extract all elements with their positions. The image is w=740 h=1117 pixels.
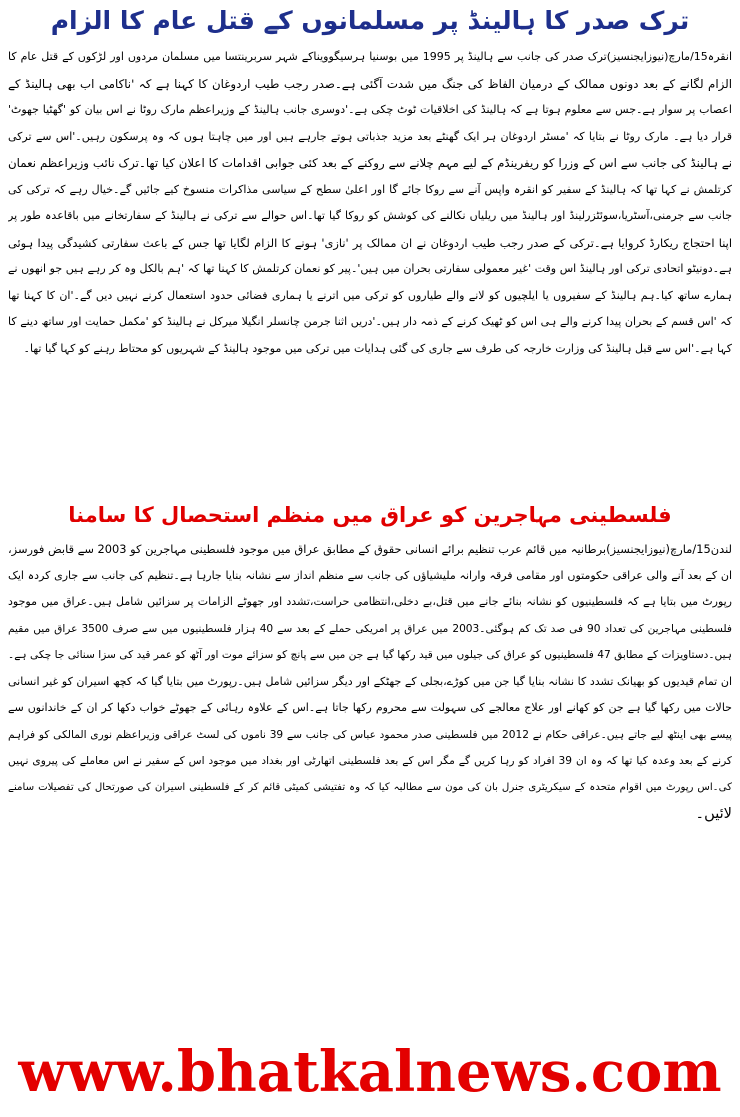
article-line: کہا ہے۔'اس سے قبل ہالینڈ کی وزارت خارجہ کی طرف سے جاری کی گئی ہدایات میں ترکی میں موجود ہالینڈ کے شہریوں کو محتاط رہنے کو کہا گیا تھا۔ — [23, 341, 732, 355]
article-line: ان تمام قیدیوں کو بھیانک تشدد کا نشانہ بنایا گیا جن میں کوڑے،بجلی کے جھٹکے اور دیگر سزائیں شامل ہیں۔رپورٹ میں بتایا گیا کہ کچھ اسیران کو غیر انسانی — [8, 674, 732, 688]
article-line: لائیں۔ — [695, 805, 732, 822]
site-url-watermark: www.bhatkalnews.com — [18, 1039, 722, 1105]
article-line: لندن15/مارچ(نیوزایجنسیز)برطانیہ میں قائم عرب تنظیم برائے انسانی حقوق کے مطابق عراق میں موجود فلسطینی مہاجرین کو 2003 سے قابض فورسز، — [8, 542, 732, 556]
article-line: کی۔اس رپورٹ میں اقوام متحدہ کے سیکریٹری جنرل بان کی مون سے مطالبہ کیا کہ وہ تفتیشی کمیٹی قائم کر کے فلسطینی اسیران کی صورتحال کی تفصیلات سامنے — [8, 781, 732, 793]
article-line: حالات میں رکھا گیا ہے جن کو کھانے اور علاج معالجے کی سہولت سے محروم رکھا جاتا ہے۔اس کے علاوہ رہائی کے جھوٹے خواب دکھا کر ان کے خاندانوں سے — [8, 701, 732, 714]
article-line: الزام لگانے کے بعد دونوں ممالک کے درمیان الفاظ کی جنگ میں شدت آگئی ہے۔صدر رجب طیب اردوغان کا کہنا ہے کہ 'ناکامی اب بھی ہالینڈ کے — [8, 76, 732, 91]
article-turkey-netherlands — [8, 44, 732, 494]
article-line: فلسطینی مہاجرین کی تعداد 90 فی صد تک کم ہوگئی۔2003 میں عراق پر امریکی حملے کے بعد سے 40 ہزار فلسطینیوں میں سے صرف 3500 عراق میں مقیم — [8, 622, 732, 635]
article-line: ان کے بعد آنے والی عراقی حکومتوں اور مقامی فرقہ وارانہ ملیشیاؤں کی جانب سے منظم انداز سے نشانہ بنایا جارہا ہے۔تنظیم کی جانب سے جاری کردہ ایک — [8, 568, 732, 582]
article-line: رپورٹ میں بتایا ہے کہ فلسطینیوں کو نشانہ بنائے جانے میں قتل،بے دخلی،انتظامی حراست،تشدد اور جھوٹے الزامات پر سزائیں شامل ہیں۔عراق میں موجود — [8, 595, 732, 608]
article-line: کہ 'اس قسم کے بحران پیدا کرنے والے ہی اس کو ٹھیک کرنے کے ذمہ دار ہیں۔'دریں اثنا جرمن چانسلر انگیلا میرکل نے ہالینڈ کو 'مکمل حمایت اور ساتھ دینے کا — [8, 315, 732, 328]
article-line: نے ہالینڈ کی جانب سے اس کے وزرا کو ریفرینڈم کے لیے مہم چلانے سے روکنے کے بعد کئی جوابی اقدامات کا اعلان کیا تھا۔ترک نائب وزیراعظم نعمان — [8, 156, 732, 170]
article-line: اعصاب پر سوار ہے۔جس سے معلوم ہوتا ہے کہ ہالینڈ کی اخلاقیات ٹوٹ چکی ہے۔'دوسری جانب ہالینڈ کے وزیراعظم مارک روٹا نے اس بیان کو 'گھٹیا جھوٹ' — [8, 103, 732, 116]
headline-palestinian-refugees: فلسطینی مہاجرین کو عراق میں منظم استحصال کا سامنا — [68, 503, 672, 527]
article-line: قرار دیا ہے۔ مارک روٹا نے بتایا کہ 'مسٹر اردوغان ہر ایک گھنٹے بعد مزید جذباتی ہوتے جارہے ہیں اور میں چاہتا ہوں کہ وہ پرسکون رہیں۔'اس سے ترکی — [8, 129, 732, 143]
article-line: کرتلمش نے کہا تھا کہ ہالینڈ کے سفیر کو انقرہ واپس آنے سے روکا جائے گا اور اعلیٰ سطح کے سیاسی مذاکرات منسوخ کیے جائیں گے۔خیال رہے کہ ترکی کی — [8, 182, 732, 196]
article-line: ہیں۔دستاویزات کے مطابق 47 فلسطینیوں کو عراق کی جیلوں میں قید رکھا گیا ہے جن میں سے پانچ کو سزائے موت اور آٹھ کو عمر قید کی سزا سنائی جا چکی ہے۔ — [8, 649, 732, 661]
article-line: ہے۔دونیٹو اتحادی ترکی اور ہالینڈ اس وقت 'غیر معمولی سفارتی بحران میں ہیں'۔پیر کو نعمان کرتلمش کا کہنا تھا کہ 'ہم بالکل وہ کر رہے ہیں جو انھوں نے — [8, 262, 732, 275]
article-line: پیسے بھی اینٹھ لیے جاتے ہیں۔عراقی حکام نے 2012 میں فلسطینی صدر محمود عباس کی جانب سے 39 ناموں کی لسٹ عراقی وزیراعظم نوری المالکی کو فراہم — [8, 728, 732, 741]
article-line: کرنے کے بعد وعدہ کیا تھا کہ وہ ان 39 افراد کو رہا کریں گے مگر اس کے بعد فلسطینی اتھارٹی اور بغداد میں موجود اس کے سفیر نے اس معاملے کی پیروی نہیں — [8, 755, 732, 767]
article-palestinian-refugees — [8, 536, 732, 956]
article-line: انقرہ15/مارچ(نیوزایجنسیز)ترک صدر کی جانب سے ہالینڈ پر 1995 میں بوسنیا ہرسیگوویناکے شہر سربرینتسا میں مسلمان مردوں اور لڑکوں کے قتل عام کا — [8, 50, 732, 63]
headline-turkey-netherlands: ترک صدر کا ہالینڈ پر مسلمانوں کے قتل عام کا الزام — [50, 6, 690, 35]
article-line: جانب سے جرمنی،آسٹریا،سوئٹزرلینڈ اور ہالینڈ میں ریلیاں نکالنے کی کوشش کو روکا گیا تھا۔اس حوالے سے ترکی نے ہالینڈ کے سفارتخانے میں باقاعدہ طور پر — [8, 209, 732, 222]
article-line: ہمارے ساتھ کیا۔ہم ہالینڈ کے سفیروں یا ایلچیوں کو لانے والے طیاروں کو ترکی میں اترنے یا ہماری فضائی حدود استعمال کرنے نہیں دیں گے۔'ان کا کہنا تھا — [8, 288, 732, 302]
footer-banner — [0, 1027, 740, 1117]
article-line: اپنا احتجاج ریکارڈ کروایا ہے۔ترکی کے صدر رجب طیب اردوغان نے ان ممالک پر 'نازی' ہونے کا الزام لگایا تھا جس کے باعث سفارتی کشیدگی پیدا ہوئی — [8, 235, 732, 250]
